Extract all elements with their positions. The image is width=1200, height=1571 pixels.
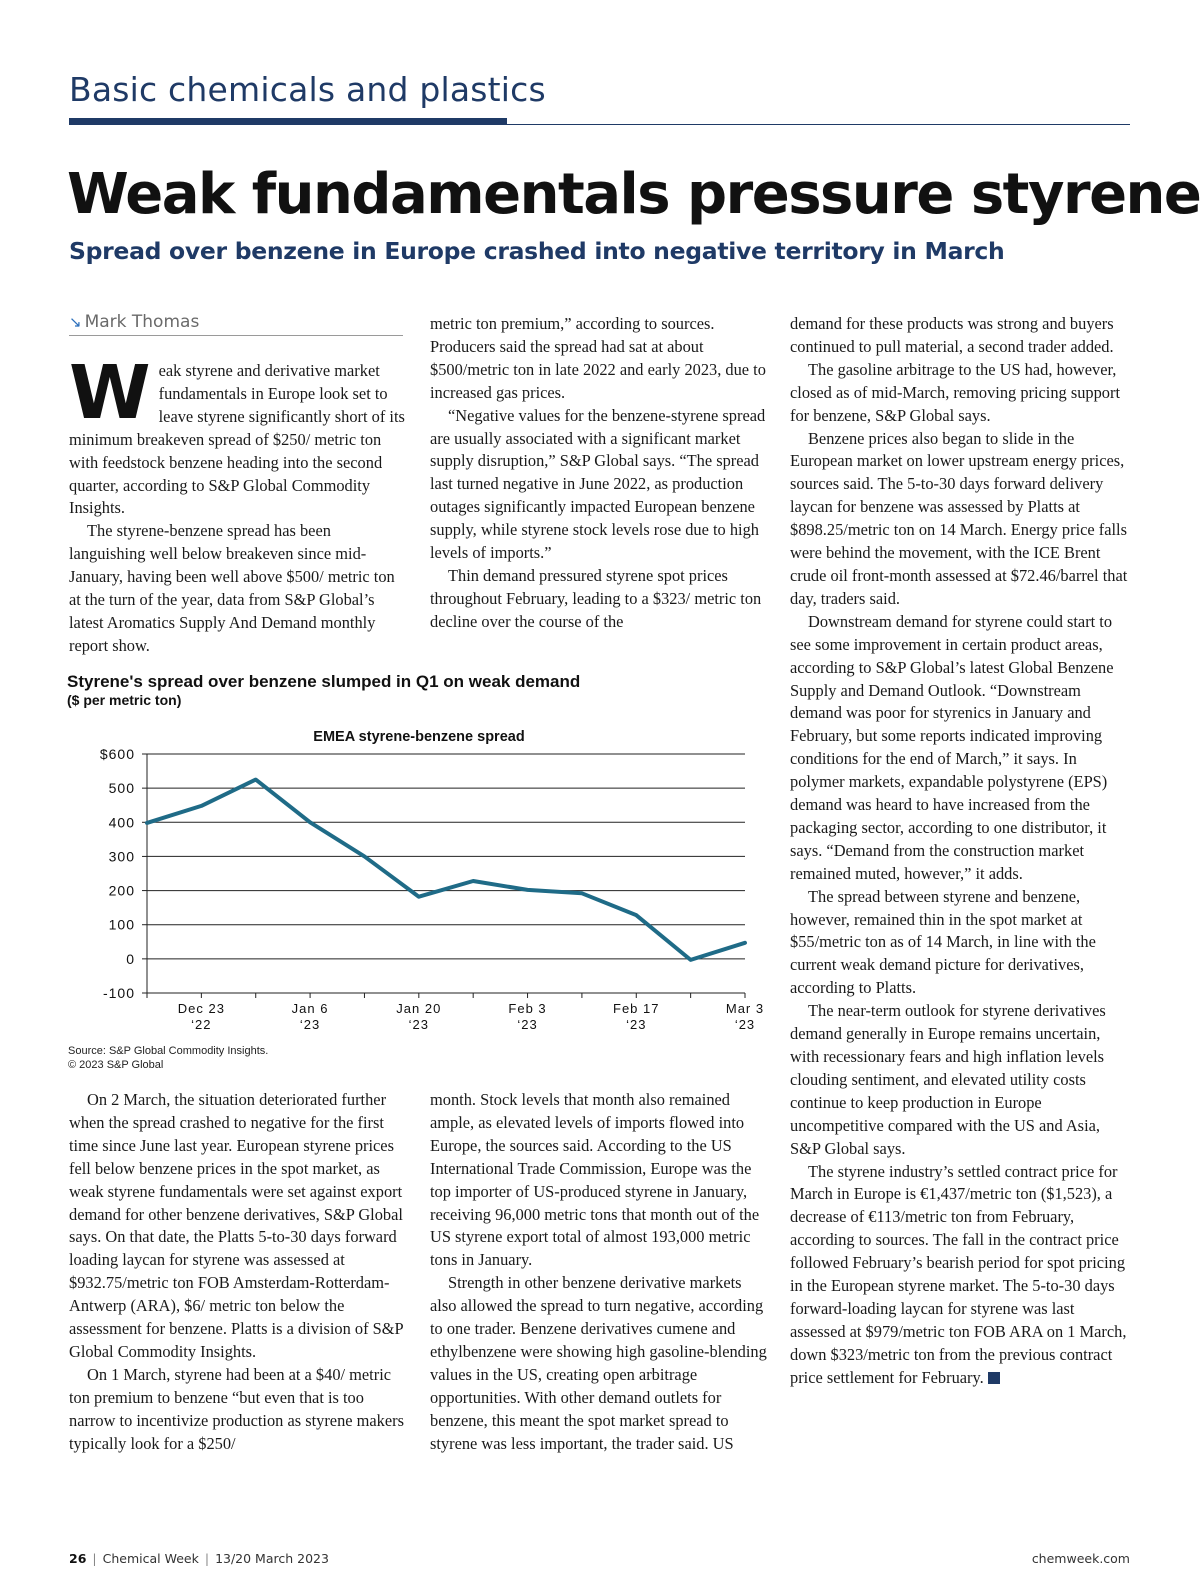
article-column-3: [790, 313, 1130, 1390]
x-tick-label-year: ‘23: [626, 1017, 647, 1032]
x-tick-label-year: ‘23: [517, 1017, 538, 1032]
spread-line-chart: [60, 720, 765, 1040]
article-column-2-top: [430, 313, 770, 634]
page-number: 26: [69, 1551, 87, 1566]
y-tick-label: 200: [108, 882, 135, 899]
x-tick-label: Mar 3: [725, 1001, 765, 1016]
x-tick-label: Jan 6: [291, 1001, 329, 1016]
section-rule: [69, 124, 1130, 125]
issue-date: 13/20 March 2023: [215, 1551, 329, 1566]
paragraph: On 1 March, styrene had been at a $40/ metric ton premium to benzene “but even that is too narrow to incentivize production as styrene makers typically look for a $250/: [69, 1364, 404, 1453]
paragraph: On 2 March, the situation deteriorated further when the spread crashed to negative for the first time since June last year. European styrene prices fell below benzene prices in the spot market, as weak styrene fundamentals were set against export demand for other benzene derivatives, S&P Global says. On that date, the Platts 5-to-30 days forward loading laycan for styrene was assessed at $932.75/metric ton FOB Amsterdam-Rotterdam-Antwerp (ARA), $6/ metric ton below the assessment for benzene. Platts is a division of S&P Global Commodity Insights.: [69, 1090, 403, 1361]
paragraph: The styrene-benzene spread has been languishing well below breakeven since mid-January, having been well above $500/ metric ton at the turn of the year, data from S&P Global’s latest Aromatics Supply And Demand monthly report show.: [69, 521, 395, 655]
footer-site[interactable]: chemweek.com: [1031, 1551, 1130, 1566]
x-tick-label-year: ‘23: [734, 1017, 756, 1032]
x-tick-label: Feb 3: [508, 1001, 547, 1016]
article-column-1-top: [69, 350, 405, 658]
x-tick-label-year: ‘22: [191, 1017, 212, 1032]
headline: Weak fundamentals pressure styrene: [67, 162, 1200, 227]
y-tick-label: 0: [126, 950, 135, 967]
paragraph: Weak styrene and derivative market fundamentals in Europe look set to leave styrene significantly short of its minimum breakeven spread of $250/ metric ton with feedstock benzene heading into the second quarter, according to S&P Global Commodity Insights.: [69, 350, 405, 518]
chart-copyright: © 2023 S&P Global: [68, 1059, 164, 1071]
subhead: Spread over benzene in Europe crashed into negative territory in March: [69, 237, 1005, 265]
paragraph: The near-term outlook for styrene derivatives demand generally in Europe remains uncertain, with recessionary fears and high inflation levels clouding sentiment, and elevated utility costs continue to keep production in Europe uncompetitive compared with the US and Asia, S&P Global says.: [790, 1001, 1106, 1158]
chart-units: ($ per metric ton): [67, 692, 182, 708]
series-line: [147, 780, 745, 960]
chart-source-line: Source: S&P Global Commodity Insights.: [68, 1045, 269, 1057]
section-label: Basic chemicals and plastics: [69, 70, 546, 109]
paragraph: month. Stock levels that month also remained ample, as elevated levels of imports flowed into Europe, the sources said. According to the US International Trade Commission, Europe was the top importer of US-produced styrene in January, receiving 96,000 metric tons that month out of the US styrene export total of almost 193,000 metric tons in January.: [430, 1090, 760, 1270]
paragraph: Strength in other benzene derivative markets also allowed the spread to turn negative, according to one trader. Benzene derivatives cumene and ethylbenzene were showing high gasoline-blending values in the US, creating open arbitrage opportunities. With other demand outlets for benzene, this meant the spot market spread to styrene was less important, the trader said. US: [430, 1273, 767, 1453]
y-tick-label: 300: [108, 848, 135, 865]
footer-folio: 26 | Chemical Week | 13/20 March 2023: [69, 1551, 329, 1566]
y-tick-label: -100: [102, 985, 135, 1001]
chart-source: [68, 1044, 268, 1072]
y-tick-label: 400: [108, 814, 135, 831]
paragraph: demand for these products was strong and buyers continued to pull material, a second trader added.: [790, 314, 1114, 356]
byline[interactable]: [69, 312, 403, 336]
paragraph: “Negative values for the benzene-styrene spread are usually associated with a significant market supply disruption,” S&P Global says. “The spread last turned negative in June 2022, as production outages significantly impacted European benzene supply, while styrene stock levels rose due to high levels of imports.”: [430, 405, 766, 563]
publication-name: Chemical Week: [102, 1551, 199, 1566]
chart-series-title: EMEA styrene-benzene spread: [313, 729, 525, 745]
paragraph: Downstream demand for styrene could start to see some improvement in certain product areas, according to S&P Global’s latest Global Benzene Supply and Demand Outlook. “Downstream demand was poor for styrenics in January and February, but some reports indicated improving conditions for the end of March,” it says. In polymer markets, expandable polystyrene (EPS) demand was heard to have increased from the packaging sector, according to one distributor, it says. “Demand from the construction market remained muted, however,” it adds.: [790, 611, 1114, 883]
arrow-down-right-icon: ↘: [69, 313, 82, 331]
x-tick-label-year: ‘23: [408, 1017, 429, 1032]
paragraph: The styrene industry’s settled contract price for March in Europe is €1,437/metric ton ($1,523), a decrease of €113/metric ton from February, according to sources. The fall in the contract price followed February’s bearish period for spot pricing in the European styrene market. The 5-to-30 days forward-loading laycan for styrene was last assessed at $979/metric ton FOB ARA on 1 March, down $323/metric ton from the previous contract price settlement for February.: [790, 1161, 1127, 1387]
paragraph: The gasoline arbitrage to the US had, however, closed as of mid-March, removing pricing support for benzene, S&P Global says.: [790, 359, 1121, 425]
chart-title: Styrene's spread over benzene slumped in Q1 on weak demand: [67, 672, 581, 691]
y-tick-label: 100: [108, 916, 135, 933]
end-of-article-mark: [988, 1372, 1000, 1384]
paragraph: Thin demand pressured styrene spot prices throughout February, leading to a $323/ metric ton decline over the course of the: [430, 565, 762, 631]
x-tick-label: Dec 23: [177, 1001, 225, 1016]
paragraph: Benzene prices also began to slide in the European market on lower upstream energy prices, sources said. The 5-to-30 days forward delivery laycan for benzene was assessed by Platts at $898.25/metric ton on 14 March. Energy price falls were behind the movement, with the ICE Brent crude oil front-month assessed at $72.46/barrel that day, traders said.: [790, 428, 1128, 608]
author-name: Mark Thomas: [84, 312, 200, 332]
x-tick-label-year: ‘23: [299, 1017, 321, 1032]
article-column-1-bottom: [69, 1089, 405, 1456]
paragraph: The spread between styrene and benzene, however, remained thin in the spot market at $55/metric ton as of 14 March, in line with the current weak demand picture for derivatives, according to Platts.: [790, 886, 1096, 998]
paragraph: metric ton premium,” according to sources. Producers said the spread had sat at about $500/metric ton in late 2022 and early 2023, due to increased gas prices.: [430, 314, 766, 402]
y-tick-label: $600: [99, 746, 135, 762]
x-tick-label: Jan 20: [396, 1001, 442, 1016]
x-tick-label: Feb 17: [613, 1001, 660, 1016]
article-column-2-bottom: [430, 1089, 770, 1456]
y-tick-label: 500: [108, 780, 135, 797]
drop-cap: W: [69, 350, 151, 436]
